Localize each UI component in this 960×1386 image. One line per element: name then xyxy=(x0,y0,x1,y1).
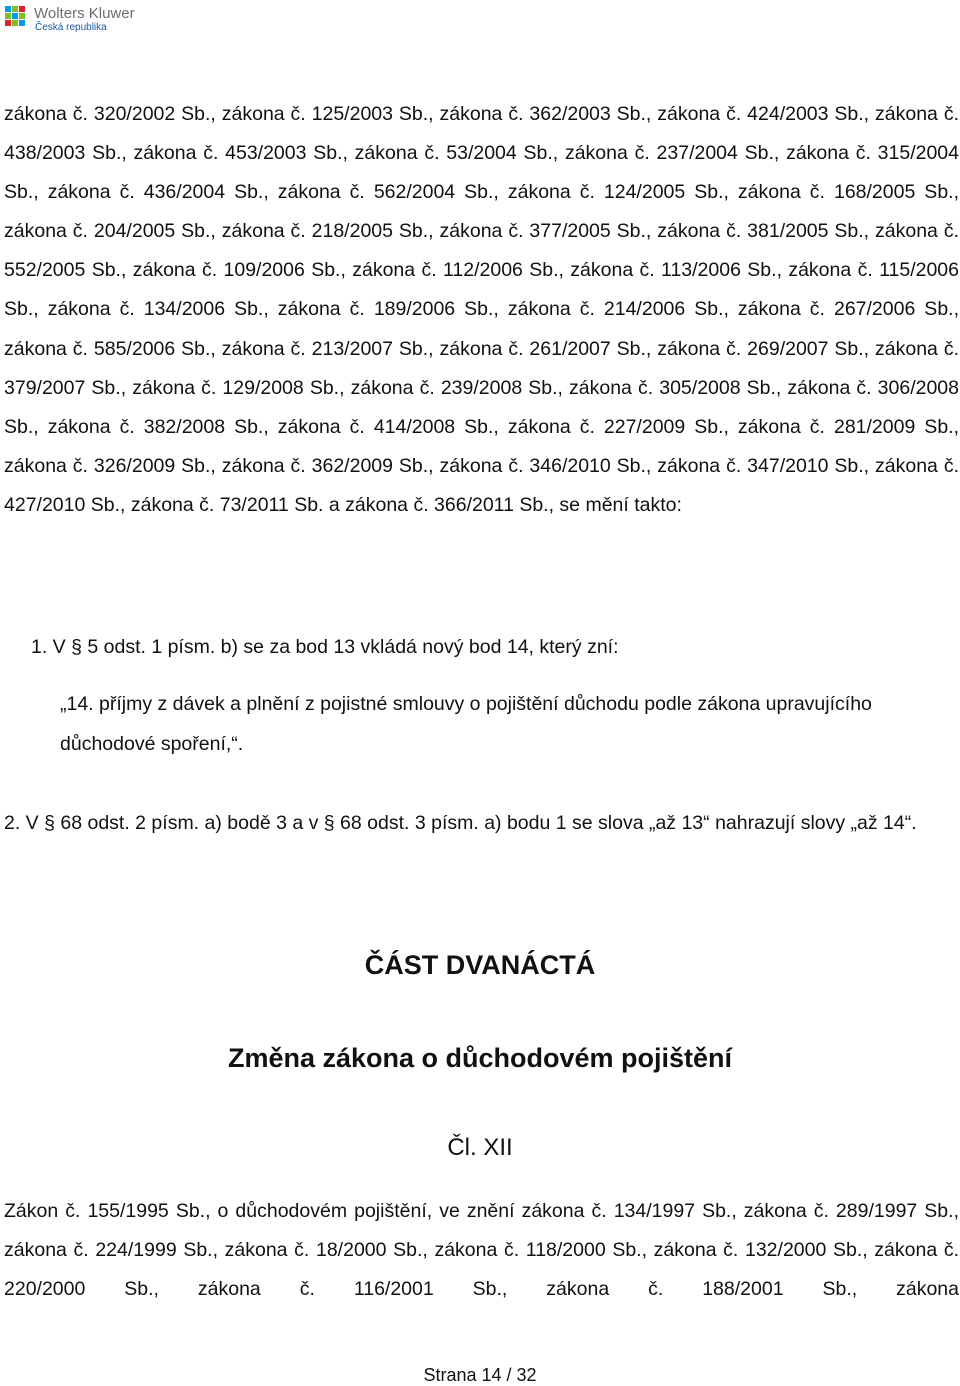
logo-subtitle: Česká republika xyxy=(35,22,107,33)
wolters-kluwer-logo xyxy=(4,3,164,35)
last-paragraph: Zákon č. 155/1995 Sb., o důchodovém pojištění, ve znění zákona č. 134/1997 Sb., zákona č. 289/1997 Sb., zákona č. 224/1999 Sb., zákona č. 18/2000 Sb., zákona č. 118/2000 Sb., zákona č. 132/2000 Sb., zákona č. 220/2000 Sb., zákona č. 116/2001 Sb., zákona č. 188/2001 Sb., zákona xyxy=(4,1200,959,1301)
logo-name: Wolters Kluwer xyxy=(34,5,135,22)
amendment-item-2: 2. V § 68 odst. 2 písm. a) bodě 3 a v § 68 odst. 3 písm. a) bodu 1 se slova „až 13“ nahrazují slovy „až 14“. xyxy=(4,812,917,834)
intro-paragraph: zákona č. 320/2002 Sb., zákona č. 125/2003 Sb., zákona č. 362/2003 Sb., zákona č. 424/2003 Sb., zákona č. 438/2003 Sb., zákona č. 453/2003 Sb., zákona č. 53/2004 Sb., zákona č. 237/2004 Sb., zákona č. 315/2004 Sb., zákona č. 436/2004 Sb., zákona č. 562/2004 Sb., zákona č. 124/2005 Sb., zákona č. 168/2005 Sb., zákona č. 204/2005 Sb., zákona č. 218/2005 Sb., zákona č. 377/2005 Sb., zákona č. 381/2005 Sb., zákona č. 552/2005 Sb., zákona č. 109/2006 Sb., zákona č. 112/2006 Sb., zákona č. 113/2006 Sb., zákona č. 115/2006 Sb., zákona č. 134/2006 Sb., zákona č. 189/2006 Sb., zákona č. 214/2006 Sb., zákona č. 267/2006 Sb., zákona č. 585/2006 Sb., zákona č. 213/2007 Sb., zákona č. 261/2007 Sb., zákona č. 269/2007 Sb., zákona č. 379/2007 Sb., zákona č. 129/2008 Sb., zákona č. 239/2008 Sb., zákona č. 305/2008 Sb., zákona č. 306/2008 Sb., zákona č. 382/2008 Sb., zákona č. 414/2008 Sb., zákona č. 227/2009 Sb., zákona č. 281/2009 Sb., zákona č. 326/2009 Sb., zákona č. 362/2009 Sb., zákona č. 346/2010 Sb., zákona č. 347/2010 Sb., zákona č. 427/2010 Sb., zákona č. 73/2011 Sb. a zákona č. 366/2011 Sb., se mění takto: xyxy=(4,103,959,516)
part-title: ČÁST DVANÁCTÁ xyxy=(364,950,596,980)
page-number: Strana 14 / 32 xyxy=(423,1365,537,1385)
amendment-item-1: 1. V § 5 odst. 1 písm. b) se za bod 13 vkládá nový bod 14, který zní: xyxy=(31,636,619,658)
part-subtitle: Změna zákona o důchodovém pojištění xyxy=(227,1043,733,1073)
amendment-item-1-quote: „14. příjmy z dávek a plnění z pojistné smlouvy o pojištění důchodu podle zákona upravujícího důchodové spoření,“. xyxy=(60,693,872,755)
article-heading: Čl. XII xyxy=(447,1134,513,1161)
wolters-kluwer-logo-icon xyxy=(4,5,26,27)
